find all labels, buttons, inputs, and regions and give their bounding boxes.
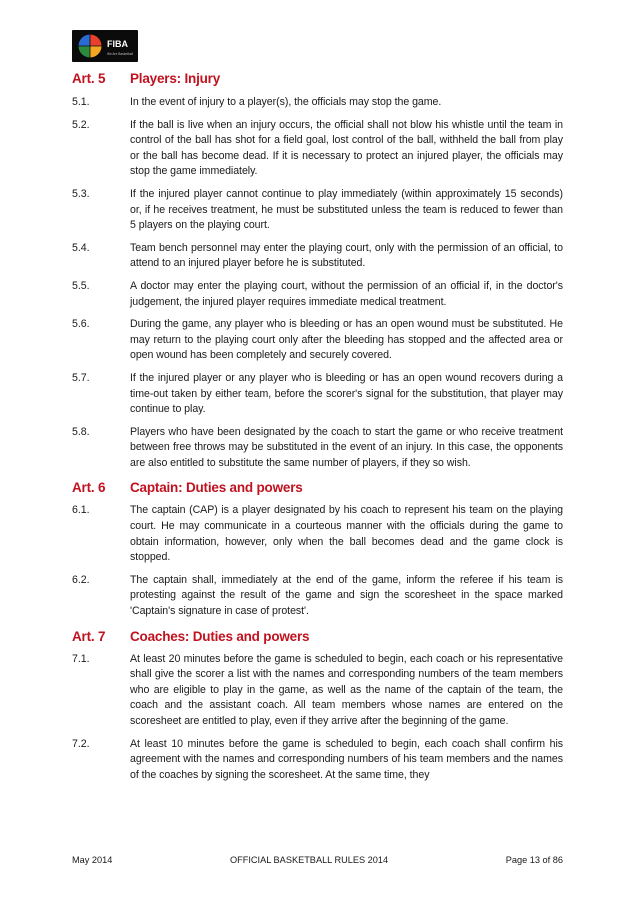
article-heading — [72, 480, 563, 495]
rule-item — [72, 652, 563, 730]
rule-number: 5.7. — [72, 371, 90, 384]
footer-doc-title: OFFICIAL BASKETBALL RULES 2014 — [230, 855, 389, 865]
article-number: Art. 6 — [72, 480, 106, 496]
rule-item — [72, 279, 563, 310]
rule-number: 6.2. — [72, 573, 90, 586]
rule-text: The captain shall, immediately at the end of the game, inform the referee if his team is protesting against the result of the game and sign the scoresheet in the space marked 'Captain's signature in case of protest'. — [130, 573, 563, 618]
svg-text:We Are Basketball: We Are Basketball — [107, 52, 133, 56]
article-title: Coaches: Duties and powers — [130, 628, 310, 644]
rule-text: During the game, any player who is bleeding or has an open wound must be substituted. He may return to the playing court only after the bleeding has stopped and the affected area or open wound has been completely and securely covered. — [130, 318, 563, 362]
rule-item — [72, 573, 563, 620]
rule-item — [72, 187, 563, 234]
footer-page-number: Page 13 of 86 — [505, 855, 563, 865]
rule-text: Team bench personnel may enter the playing court, only with the permission of an official, to attend to an injured player before he is substituted. — [130, 241, 563, 270]
rule-number: 5.5. — [72, 279, 90, 292]
svg-text:FIBA: FIBA — [107, 39, 128, 49]
rule-item — [72, 317, 563, 364]
rule-text: If the injured player or any player who is bleeding or has an open wound recovers during a time-out taken by either team, before the scorer's signal for the substitution, that player may continue to play. — [130, 371, 563, 416]
rule-item — [72, 425, 563, 472]
footer-date: May 2014 — [72, 855, 113, 865]
article-number: Art. 5 — [72, 71, 106, 86]
rule-number: 5.2. — [72, 118, 90, 131]
rule-text: A doctor may enter the playing court, without the permission of an official if, in the doctor's judgement, the injured player requires immediate medical treatment. — [130, 279, 563, 308]
article-number: Art. 7 — [72, 628, 106, 644]
rule-number: 5.6. — [72, 318, 90, 331]
rule-number: 5.4. — [72, 241, 90, 254]
rule-item — [72, 95, 563, 111]
rule-item — [72, 241, 563, 272]
rule-text: The captain (CAP) is a player designated by his coach to represent his team on the playing court. He may communicate in a courteous manner with the officials during the game to obtain information, however, only when the ball becomes dead and the game clock is stopped. — [130, 504, 563, 564]
rule-text: If the ball is live when an injury occurs, the official shall not blow his whistle until the team in control of the ball has shot for a field goal, lost control of the ball, withheld the ball from play or the ball has become dead. If it is necessary to protect an injured player, the officials may stop the game immediately. — [130, 118, 563, 178]
rule-item — [72, 503, 563, 565]
document-body — [72, 71, 563, 783]
rule-number: 5.8. — [72, 425, 90, 438]
rule-text: If the injured player cannot continue to play immediately (within approximately 15 seconds) or, if he receives treatment, he must be substituted unless the team is reduced to fewer than 5 players on the playing court. — [130, 187, 563, 232]
rule-number: 6.1. — [72, 504, 90, 517]
rule-number: 5.1. — [72, 96, 90, 108]
article-title: Players: Injury — [130, 71, 221, 86]
rule-number: 7.2. — [72, 737, 90, 750]
article-heading — [72, 71, 563, 86]
page-footer — [72, 855, 563, 865]
rule-item — [72, 371, 563, 418]
rule-number: 5.3. — [72, 187, 90, 200]
rule-text: Players who have been designated by the coach to start the game or who receive treatment between free throws may be substituted in the event of an injury. In this case, the opponents are also entitled to substitute the same number of players, if they so wish. — [130, 425, 563, 469]
rule-text: At least 10 minutes before the game is scheduled to begin, each coach shall confirm his agreement with the names and corresponding numbers of his team members and the names of the coaches by signing the scoresheet. At the same time, they — [130, 737, 563, 781]
article-title: Captain: Duties and powers — [130, 480, 303, 496]
article-heading — [72, 629, 563, 644]
rule-text: At least 20 minutes before the game is scheduled to begin, each coach or his representative shall give the scorer a list with the names and corresponding numbers of the team members who are eligible to play in the game, as well as the name of the captain of the team, the coach and the assistant coach. All team members whose names are entered on the scoresheet are entitled to play, even if they arrive after the beginning of the game. — [130, 652, 563, 727]
rule-item — [72, 737, 563, 784]
rule-item — [72, 118, 563, 180]
rule-number: 7.1. — [72, 652, 90, 665]
fiba-logo — [72, 30, 138, 62]
rule-text: In the event of injury to a player(s), the officials may stop the game. — [130, 96, 442, 108]
